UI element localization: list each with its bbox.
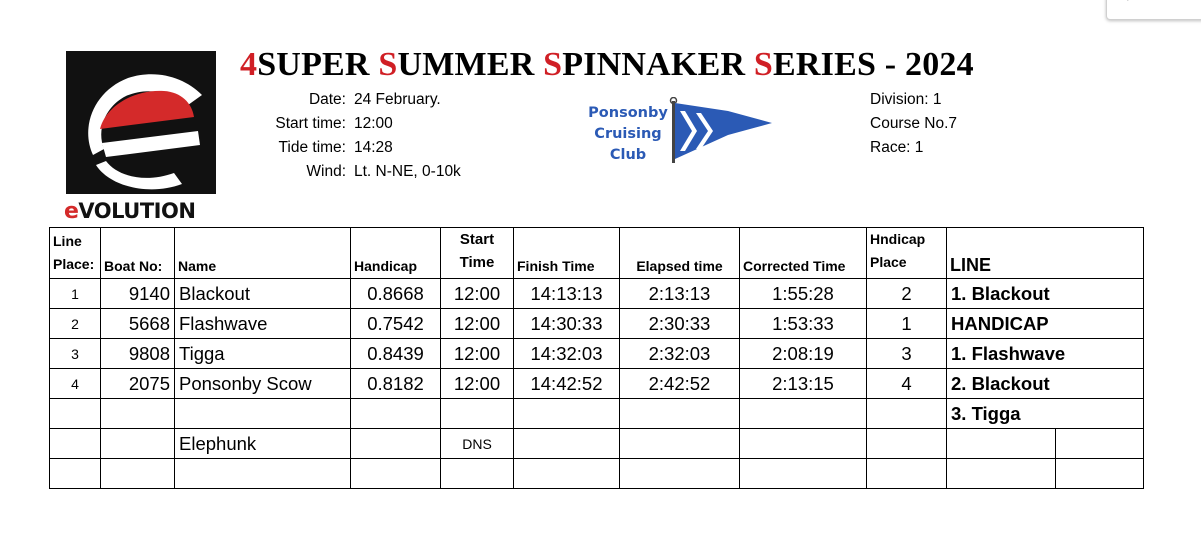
handicap-place-cell: 2 [867, 279, 947, 309]
table-row [50, 279, 1144, 309]
header-handicap-place: Hndicap Place [867, 228, 947, 279]
course-no: Course No.7 [870, 115, 958, 132]
table-row [50, 339, 1144, 369]
title-segment: ERIES - 2024 [773, 46, 974, 83]
corrected-time-cell: 1:53:33 [740, 309, 867, 339]
boat-name-cell: Ponsonby Scow [175, 369, 351, 399]
dns-boat-name: Elephunk [175, 429, 351, 459]
start-time-cell: 12:00 [441, 309, 514, 339]
tab-mark-icon: ' [1127, 0, 1129, 7]
summary-cell: 1. Flashwave [947, 339, 1144, 369]
finish-time-cell: 14:32:03 [514, 339, 620, 369]
dns-status: DNS [441, 429, 514, 459]
header-line-place: Line Place: [50, 228, 101, 279]
race-no: Race: 1 [870, 139, 924, 156]
handicap-cell: 0.8182 [351, 369, 441, 399]
start-time-row: Start time: 12:00 [275, 115, 393, 132]
start-time-cell: 12:00 [441, 369, 514, 399]
header-boat-no: Boat No: [101, 228, 175, 279]
handicap-place-cell: 1 [867, 309, 947, 339]
line-place-cell: 2 [50, 309, 101, 339]
boat-name-cell: Blackout [175, 279, 351, 309]
boat-no-cell: 9808 [101, 339, 175, 369]
table-row-empty [50, 399, 1144, 429]
race-info-left [250, 88, 461, 184]
division: Division: 1 [870, 91, 942, 108]
table-row-dns [50, 429, 1144, 459]
boat-no-cell: 2075 [101, 369, 175, 399]
table-header-row [50, 228, 1144, 279]
title-segment: S [543, 46, 563, 83]
elapsed-time-cell: 2:13:13 [620, 279, 740, 309]
summary-cell: 1. Blackout [947, 279, 1144, 309]
header-finish-time: Finish Time [514, 228, 620, 279]
handicap-cell: 0.8439 [351, 339, 441, 369]
summary-cell: 3. Tigga [947, 399, 1144, 429]
summary-cell: HANDICAP [947, 309, 1144, 339]
table-row-blank [50, 459, 1144, 489]
header-name: Name [175, 228, 351, 279]
club-name: Ponsonby Cruising Club [588, 105, 668, 163]
corner-tab[interactable] [1106, 0, 1201, 20]
race-info-right [870, 88, 957, 160]
finish-time-cell: 14:42:52 [514, 369, 620, 399]
header-handicap: Handicap [351, 228, 441, 279]
corrected-time-cell: 2:08:19 [740, 339, 867, 369]
corrected-time-cell: 1:55:28 [740, 279, 867, 309]
summary-cell: 2. Blackout [947, 369, 1144, 399]
handicap-cell: 0.7542 [351, 309, 441, 339]
elapsed-time-cell: 2:42:52 [620, 369, 740, 399]
title-segment: S [753, 46, 774, 83]
corrected-time-cell: 2:13:15 [740, 369, 867, 399]
table-row [50, 369, 1144, 399]
start-time-cell: 12:00 [441, 339, 514, 369]
handicap-cell: 0.8668 [351, 279, 441, 309]
evolution-logo [66, 51, 216, 194]
finish-time-cell: 14:30:33 [514, 309, 620, 339]
page-title [240, 46, 974, 84]
line-place-cell: 3 [50, 339, 101, 369]
header-start-time: Start Time [441, 228, 514, 279]
header-elapsed-time: Elapsed time [620, 228, 740, 279]
results-table [49, 227, 1144, 489]
wind-row: Wind: Lt. N-NE, 0-10k [306, 163, 461, 180]
start-time-cell: 12:00 [441, 279, 514, 309]
date-row: Date: 24 February. [308, 91, 441, 108]
elapsed-time-cell: 2:32:03 [620, 339, 740, 369]
line-place-cell: 1 [50, 279, 101, 309]
title-segment: 4 [240, 46, 258, 83]
burgee-flag-icon [668, 97, 776, 163]
handicap-place-cell: 3 [867, 339, 947, 369]
finish-time-cell: 14:13:13 [514, 279, 620, 309]
boat-no-cell: 5668 [101, 309, 175, 339]
table-row [50, 309, 1144, 339]
line-place-cell: 4 [50, 369, 101, 399]
logo-wordmark: eVOLUTION [64, 199, 196, 224]
boat-name-cell: Flashwave [175, 309, 351, 339]
boat-name-cell: Tigga [175, 339, 351, 369]
header-corrected-time: Corrected Time [740, 228, 867, 279]
title-segment: PINNAKER [562, 46, 754, 83]
boat-no-cell: 9140 [101, 279, 175, 309]
summary-header: LINE [947, 228, 1144, 279]
elapsed-time-cell: 2:30:33 [620, 309, 740, 339]
handicap-place-cell: 4 [867, 369, 947, 399]
title-segment: S [378, 46, 398, 83]
title-segment: SUPER [257, 46, 379, 83]
tide-time-row: Tide time: 14:28 [278, 139, 393, 156]
title-segment: UMMER [397, 46, 544, 83]
